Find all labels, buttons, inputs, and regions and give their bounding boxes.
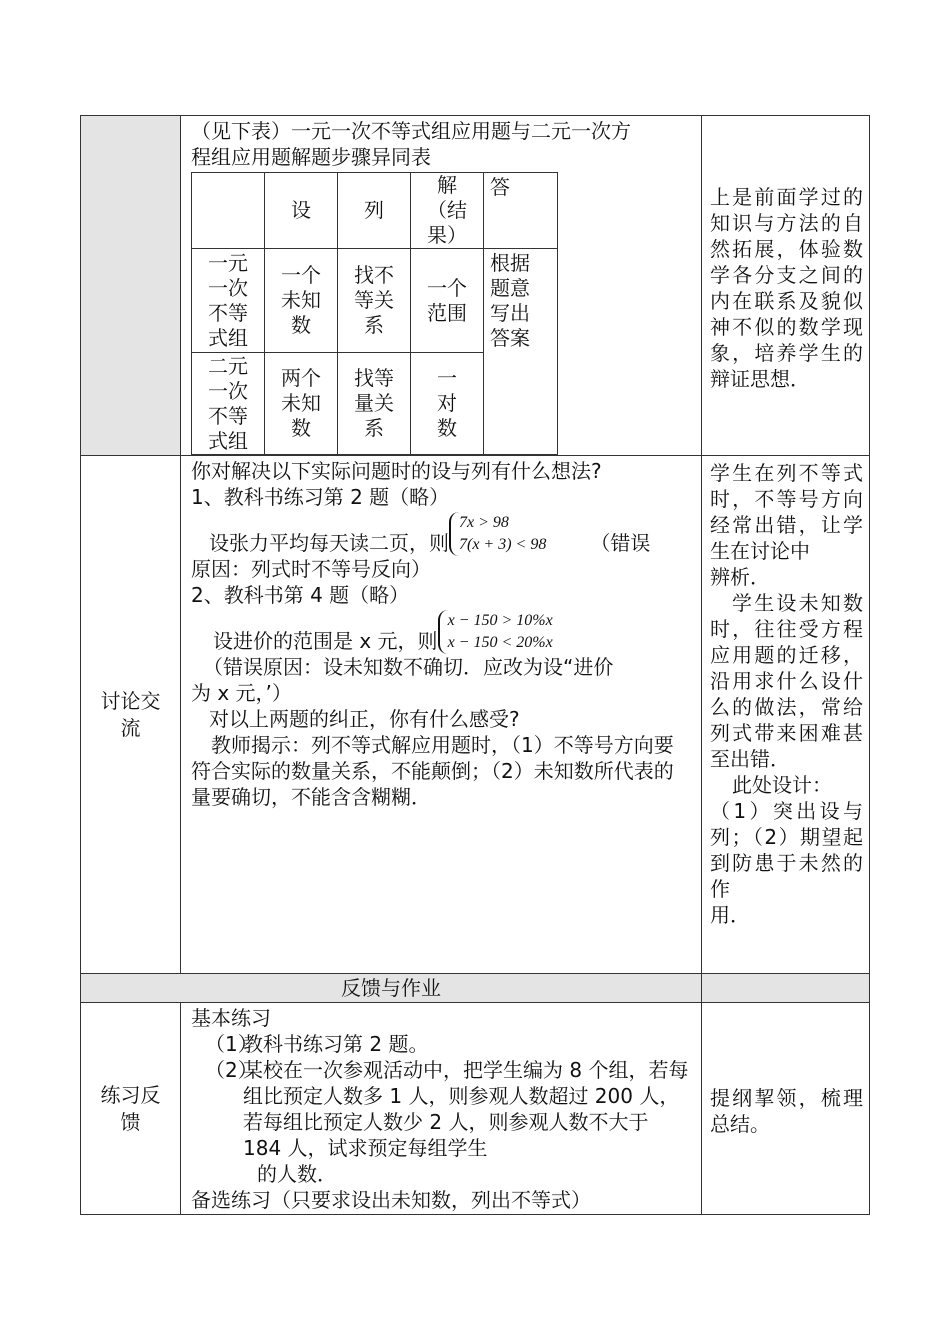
practice-item-2-end: 的人数． [257, 1162, 337, 1186]
optional-practice: 备选练习（只要求设出未知数，列出不等式） [191, 1188, 591, 1212]
discussion-row [81, 456, 870, 974]
header-blank [192, 173, 265, 249]
intro-line-2: 程组应用题解题步骤异同表 [191, 145, 431, 169]
eq1-prefix: 设张力平均每天读二页，则 [209, 531, 449, 555]
practice-side-note: 提纲挈领，梳理总结。 [702, 1003, 870, 1215]
discussion-text2-line3: 为 x 元，’） [191, 681, 292, 705]
practice-item-2: （2） 某校在一次参观活动中，把学生编为 8 个组，若每组比预定人数多 1 人，则参观人数超过 200 人，若每组比预定人数少 2 人，则参观人数不大于 184 人，试求预定每组学生 [205, 1058, 689, 1160]
da-cell: 根据题意写出答案 [484, 249, 558, 455]
feedback-header-blank [702, 974, 870, 1003]
basic-practice-title: 基本练习 [191, 1006, 271, 1030]
equation-system-1: 7x > 98 7(x + 3) < 98 [449, 512, 552, 556]
comparison-content [181, 116, 702, 456]
discussion-question-2: 对以上两题的纠正，你有什么感受? [209, 707, 520, 731]
discussion-eq-line-1 [191, 512, 691, 556]
blank-label-cell [81, 116, 181, 456]
eq1-suffix: （错误 [590, 531, 651, 555]
practice-item-1: （1） 教科书练习第 2 题。 [205, 1032, 429, 1056]
row2-jie: 一对数 [411, 353, 484, 455]
discussion-side-note: 学生在列不等式时，不等号方向经常出错，让学生在讨论中 辨析． 学生设未知数时，往往受方程应用题的迁移，沿用求什么设什么的做法，常给列式带来困难甚至出错． 此处设计： （1）突出设与列；（2）期望起到防患于未然的作 用． [702, 456, 870, 974]
row1-she: 一个未知数 [265, 249, 338, 353]
row2-lie: 找等量关系 [338, 353, 411, 455]
comparison-row [81, 116, 870, 456]
comparison-table [191, 172, 558, 455]
practice-content [181, 1003, 702, 1215]
feedback-header-row [81, 974, 870, 1003]
eq2-prefix: 设进价的范围是 x 元，则 [213, 629, 438, 653]
discussion-label: 讨论交流 [81, 456, 181, 974]
discussion-content [181, 456, 702, 974]
row1-name: 一元一次不等式组 [192, 249, 265, 353]
row1-lie: 找不等关系 [338, 249, 411, 353]
intro-line-1: （见下表）一元一次不等式组应用题与二元一次方 [191, 119, 631, 143]
practice-row [81, 1003, 870, 1215]
feedback-header: 反馈与作业 [81, 974, 702, 1003]
row1-jie: 一个范围 [411, 249, 484, 353]
discussion-text2-line2: （错误原因：设未知数不确切．应改为设“进价 [203, 655, 614, 679]
lesson-plan-table [80, 115, 870, 1215]
row2-she: 两个未知数 [265, 353, 338, 455]
teacher-reveal: 教师揭示：列不等式解应用题时，（1）不等号方向要符合实际的数量关系，不能颠倒；（2）未知数所代表的量要确切，不能含含糊糊． [191, 733, 674, 809]
discussion-eq-line-2 [191, 610, 691, 654]
discussion-question: 你对解决以下实际问题时的设与列有什么想法? [191, 459, 602, 483]
discussion-item-2: 2、教科书第 4 题（略） [191, 583, 410, 607]
discussion-item-1: 1、教科书练习第 2 题（略） [191, 485, 450, 509]
header-she: 设 [265, 173, 338, 249]
header-da: 答 [484, 173, 558, 249]
discussion-text1-line2: 原因：列式时不等号反向） [191, 557, 431, 581]
equation-system-2: x − 150 > 10%x x − 150 < 20%x [438, 610, 559, 654]
comparison-side-note: 上是前面学过的知识与方法的自然拓展，体验数学各分支之间的内在联系及貌似神不似的数学现象，培养学生的辩证思想． [702, 116, 870, 456]
row2-name: 二元一次不等式组 [192, 353, 265, 455]
practice-label: 练习反馈 [81, 1003, 181, 1215]
header-lie: 列 [338, 173, 411, 249]
header-jie: 解（结果） [411, 173, 484, 249]
